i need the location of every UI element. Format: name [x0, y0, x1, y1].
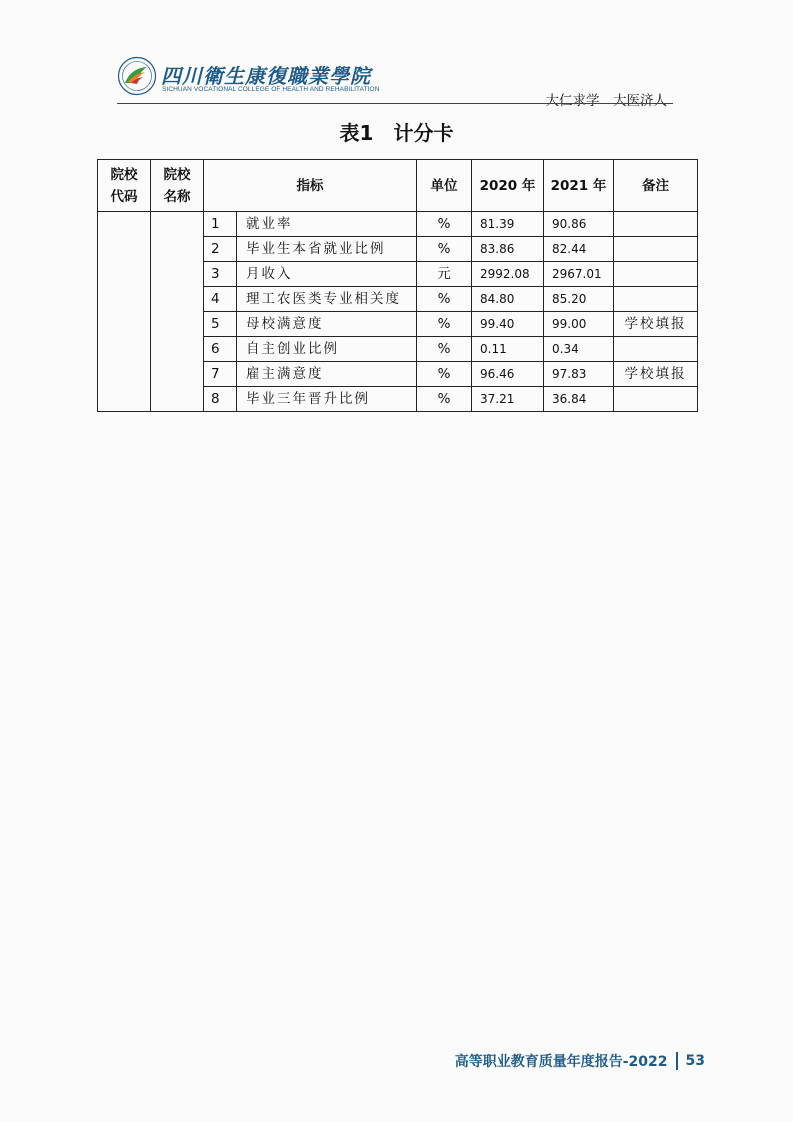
header-school-code: 院校代码 [98, 160, 151, 212]
table-title: 表1 计分卡 [339, 121, 454, 145]
unit-cell: % [417, 212, 472, 237]
footer-report-title: 高等职业教育质量年度报告-2022 [454, 1054, 668, 1070]
school-code-cell [98, 212, 151, 412]
indicator-name: 自主创业比例 [237, 337, 417, 362]
footer-divider [676, 1052, 678, 1070]
value-2020: 2992.08 [472, 262, 544, 287]
indicator-name: 月收入 [237, 262, 417, 287]
page-footer [455, 1051, 705, 1071]
indicator-name: 雇主满意度 [237, 362, 417, 387]
unit-cell: % [417, 387, 472, 412]
value-2020: 0.11 [472, 337, 544, 362]
header-indicator: 指标 [204, 160, 417, 212]
header-divider [117, 103, 673, 104]
unit-cell: 元 [417, 262, 472, 287]
indicator-name: 理工农医类专业相关度 [237, 287, 417, 312]
table-header-row [98, 160, 698, 212]
header-unit: 单位 [417, 160, 472, 212]
value-2021: 2967.01 [544, 262, 614, 287]
score-card-table [97, 159, 698, 412]
value-2021: 99.00 [544, 312, 614, 337]
row-number: 1 [204, 212, 237, 237]
unit-cell: % [417, 337, 472, 362]
value-2020: 96.46 [472, 362, 544, 387]
indicator-name: 就业率 [237, 212, 417, 237]
unit-cell: % [417, 362, 472, 387]
indicator-name: 毕业三年晋升比例 [237, 387, 417, 412]
value-2020: 83.86 [472, 237, 544, 262]
header-school-name: 院校名称 [151, 160, 204, 212]
note-cell [614, 212, 698, 237]
value-2020: 37.21 [472, 387, 544, 412]
note-cell [614, 237, 698, 262]
value-2021: 85.20 [544, 287, 614, 312]
school-name-cell [151, 212, 204, 412]
row-number: 5 [204, 312, 237, 337]
note-cell: 学校填报 [614, 362, 698, 387]
row-number: 8 [204, 387, 237, 412]
header-2021: 2021 年 [544, 160, 614, 212]
value-2021: 82.44 [544, 237, 614, 262]
row-number: 2 [204, 237, 237, 262]
indicator-name: 母校满意度 [237, 312, 417, 337]
page-header [117, 54, 673, 109]
value-2021: 0.34 [544, 337, 614, 362]
header-note: 备注 [614, 160, 698, 212]
table-row [98, 212, 698, 237]
value-2020: 81.39 [472, 212, 544, 237]
row-number: 4 [204, 287, 237, 312]
unit-cell: % [417, 287, 472, 312]
college-motto: 大仁求学 大医济人 [545, 93, 667, 109]
note-cell [614, 337, 698, 362]
unit-cell: % [417, 312, 472, 337]
header-2020: 2020 年 [472, 160, 544, 212]
row-number: 7 [204, 362, 237, 387]
note-cell [614, 287, 698, 312]
value-2020: 84.80 [472, 287, 544, 312]
college-emblem-icon [117, 56, 157, 96]
note-cell: 学校填报 [614, 312, 698, 337]
row-number: 3 [204, 262, 237, 287]
note-cell [614, 262, 698, 287]
page-number: 53 [685, 1053, 705, 1069]
value-2021: 36.84 [544, 387, 614, 412]
value-2021: 97.83 [544, 362, 614, 387]
indicator-name: 毕业生本省就业比例 [237, 237, 417, 262]
college-name-cn: 四川衛生康復職業學院 [161, 64, 371, 88]
value-2020: 99.40 [472, 312, 544, 337]
note-cell [614, 387, 698, 412]
college-name-en: SICHUAN VOCATIONAL COLLEGE OF HEALTH AND REHABILITATION [162, 86, 380, 93]
unit-cell: % [417, 237, 472, 262]
row-number: 6 [204, 337, 237, 362]
value-2021: 90.86 [544, 212, 614, 237]
